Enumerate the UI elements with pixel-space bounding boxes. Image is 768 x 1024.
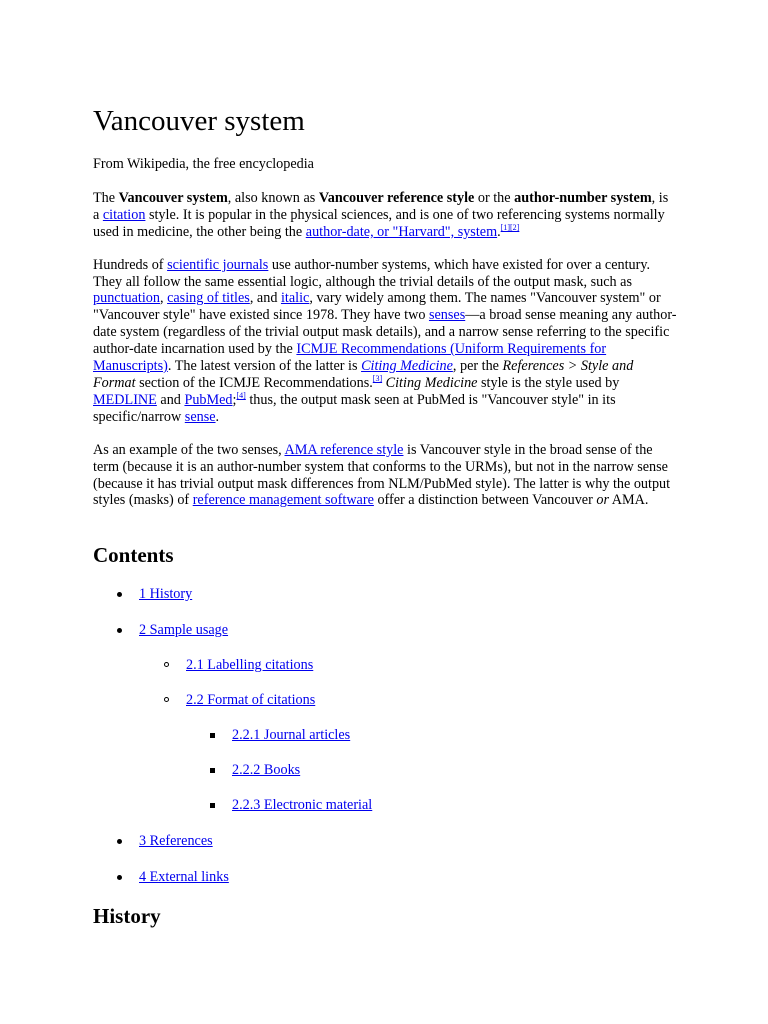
text: thus, the output mask seen at PubMed is "Vancouver style" in its specific/narrow [93, 391, 616, 425]
text: and [156, 391, 185, 408]
bullet-disc [117, 839, 122, 844]
link-punctuation[interactable]: punctuation [93, 290, 160, 307]
toc-link-references[interactable]: 3 References [139, 833, 213, 849]
link-casing-of-titles[interactable]: casing of titles [167, 290, 250, 307]
intro-paragraph [93, 190, 678, 241]
link-ama-reference-style[interactable]: AMA reference style [284, 441, 404, 458]
paragraph-3 [93, 442, 678, 510]
link-citation[interactable]: citation [102, 206, 146, 223]
bold-term: author-number system [514, 189, 652, 206]
bullet-circle [164, 662, 169, 667]
italic-text: or [596, 492, 609, 509]
text: AMA. [608, 492, 649, 509]
bullet-disc [117, 592, 122, 597]
link-scientific-journals[interactable]: scientific journals [167, 256, 269, 273]
reference-3[interactable]: [3] [372, 373, 383, 383]
toc-item [232, 762, 300, 779]
toc-link-sample-usage[interactable]: 2 Sample usage [139, 622, 229, 638]
toc-link-format-of-citations[interactable]: 2.2 Format of citations [186, 692, 316, 708]
link-icmje[interactable]: ICMJE Recommendations (Uniform Requirements for Manuscripts) [93, 341, 607, 375]
toc-item [139, 586, 192, 603]
text: —a broad sense meaning any author-date system (regardless of the trivial output mask details), and a narrow sense referring to the specific author-date incarnation used by the [93, 307, 677, 358]
text: offer a distinction between Vancouver [373, 492, 597, 509]
paragraph-2 [93, 257, 678, 426]
text: ; [232, 391, 237, 408]
link-pubmed[interactable]: PubMed [184, 391, 233, 408]
text: style. It is popular in the physical sciences, and is one of two referencing systems normally used in medicine, the other being the [93, 206, 665, 240]
toc-item [186, 692, 315, 709]
toc-link-electronic-material[interactable]: 2.2.3 Electronic material [232, 797, 373, 813]
bullet-square [210, 803, 215, 808]
page-subtitle: From Wikipedia, the free encyclopedia [93, 156, 314, 172]
italic-text: References > Style and Format [93, 358, 634, 391]
bullet-disc [117, 628, 122, 633]
page-title: Vancouver system [93, 105, 305, 137]
bullet-square [210, 733, 215, 738]
text: Hundreds of [93, 256, 168, 273]
toc-item [139, 622, 228, 639]
bullet-disc [117, 875, 122, 880]
link-italic[interactable]: italic [280, 290, 310, 307]
toc-link-external-links[interactable]: 4 External links [139, 869, 229, 885]
text: , is a [93, 189, 669, 223]
toc-item [139, 869, 229, 886]
text: As an example of the two senses, [93, 441, 285, 458]
text: use author-number systems, which have existed for over a century. They all follow the same essential logic, although the trivial details of the output mask, such as [93, 256, 651, 290]
text: section of the ICMJE Recommendations. [135, 374, 373, 391]
bold-term: Vancouver reference style [318, 189, 475, 206]
link-harvard-system[interactable]: author-date, or "Harvard", system [305, 223, 498, 240]
reference-1-2[interactable]: [1][2] [500, 222, 520, 232]
bold-term: Vancouver system [118, 189, 228, 206]
text: . [215, 408, 220, 425]
text: is Vancouver style in the broad sense of the term (because it is an author-number system that conforms to the URMs), but not in the narrow sense (because it has trivial output mask differences from NLM/PubMed style). The latter is why the output styles (masks) of [93, 441, 671, 509]
text: , per the [452, 358, 503, 375]
text: The [93, 189, 119, 206]
text: , [159, 290, 168, 307]
toc-link-journal-articles[interactable]: 2.2.1 Journal articles [232, 727, 351, 743]
link-text: Citing Medicine [361, 358, 453, 375]
text: . [497, 223, 501, 240]
history-heading: History [93, 904, 161, 928]
text: or the [474, 189, 515, 206]
toc-item [232, 797, 372, 814]
link-reference-management-software[interactable]: reference management software [192, 492, 374, 509]
text: , and [249, 290, 281, 307]
toc-item [232, 727, 350, 744]
link-medline[interactable]: MEDLINE [93, 391, 157, 408]
text: , vary widely among them. The names "Vancouver system" or "Vancouver style" have existed since 1978. They have two [93, 290, 661, 324]
reference-4[interactable]: [4] [236, 390, 246, 400]
toc-link-labelling-citations[interactable]: 2.1 Labelling citations [186, 657, 314, 673]
toc-item [186, 657, 313, 674]
text: , also known as [227, 189, 319, 206]
toc-link-history[interactable]: 1 History [139, 586, 193, 602]
text: . The latest version of the latter is [167, 358, 362, 375]
toc-link-books[interactable]: 2.2.2 Books [232, 762, 301, 778]
contents-heading: Contents [93, 543, 174, 567]
toc-item [139, 833, 213, 850]
text: style is the style used by [477, 374, 620, 391]
link-citing-medicine[interactable] [361, 358, 453, 374]
link-sense[interactable]: sense [184, 408, 216, 425]
bullet-circle [164, 697, 169, 702]
bullet-square [210, 768, 215, 773]
link-senses[interactable]: senses [428, 307, 466, 324]
italic-text: Citing Medicine [385, 374, 478, 391]
article-body [93, 104, 678, 525]
